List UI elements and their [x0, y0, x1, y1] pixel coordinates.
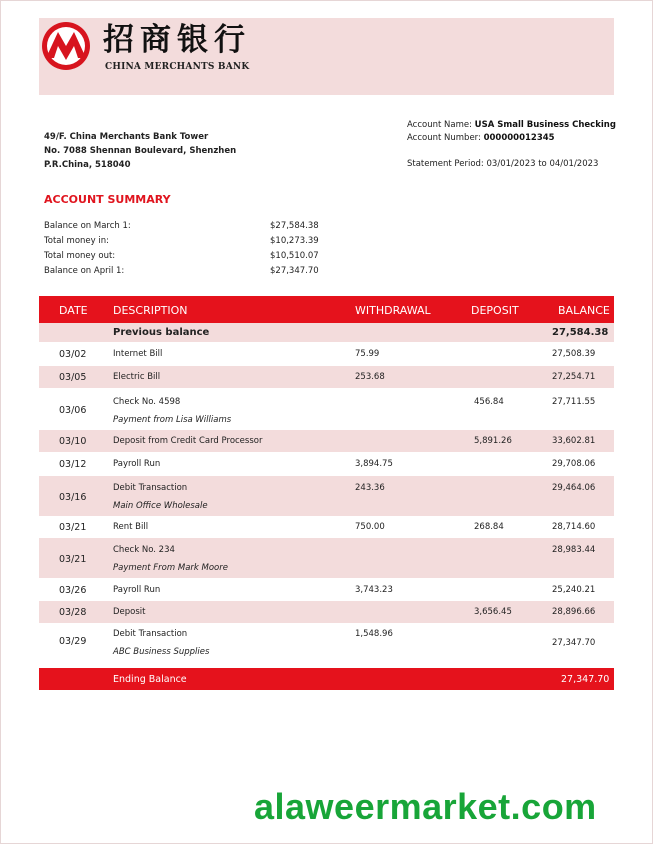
table-row	[39, 388, 614, 430]
row-date: 03/28	[59, 607, 87, 618]
row-description: Deposit	[113, 607, 146, 617]
statement-period-value: 03/01/2023 to 04/01/2023	[486, 159, 599, 169]
row-date: 03/16	[59, 492, 87, 503]
header-description: DESCRIPTION	[113, 304, 188, 317]
row-sub-description: Payment From Mark Moore	[113, 563, 228, 573]
address-line-3: P.R.China, 518040	[44, 160, 131, 170]
bank-logo-icon	[40, 20, 92, 72]
address-line-1: 49/F. China Merchants Bank Tower	[44, 132, 209, 142]
row-balance: 27,254.71	[552, 372, 596, 382]
row-date: 03/26	[59, 585, 87, 596]
row-description: Deposit from Credit Card Processor	[113, 436, 263, 446]
table-row	[39, 601, 614, 623]
row-date: 03/10	[59, 436, 87, 447]
row-description: Payroll Run	[113, 585, 161, 595]
row-withdrawal: 3,894.75	[355, 459, 393, 469]
row-sub-description: Payment from Lisa Williams	[113, 415, 232, 425]
row-date: 03/21	[59, 554, 87, 565]
summary-label: Total money in:	[44, 236, 109, 246]
row-description: Debit Transaction	[113, 483, 188, 493]
row-withdrawal: 253.68	[355, 372, 385, 382]
row-deposit: 456.84	[474, 397, 504, 407]
row-deposit: 3,656.45	[474, 607, 512, 617]
table-row	[39, 516, 614, 538]
row-withdrawal: 750.00	[355, 522, 385, 532]
account-number-value: 000000012345	[483, 133, 555, 143]
summary-value: $27,347.70	[270, 266, 319, 276]
account-number-line	[407, 132, 555, 144]
address-line-2: No. 7088 Shennan Boulevard, Shenzhen	[44, 146, 237, 156]
header-date: DATE	[59, 304, 88, 317]
table-row	[39, 476, 614, 516]
table-row	[39, 623, 614, 663]
row-deposit: 268.84	[474, 522, 504, 532]
row-description: Check No. 4598	[113, 397, 181, 407]
row-description: Debit Transaction	[113, 629, 188, 639]
row-balance: 28,896.66	[552, 607, 596, 617]
row-balance: 27,711.55	[552, 397, 596, 407]
row-date: 03/06	[59, 405, 87, 416]
table-row	[39, 430, 614, 452]
row-withdrawal: 3,743.23	[355, 585, 393, 595]
row-balance: 27,347.70	[552, 638, 596, 648]
summary-label: Balance on April 1:	[44, 266, 125, 276]
summary-label: Balance on March 1:	[44, 221, 131, 231]
table-row	[39, 538, 614, 578]
ending-balance-value: 27,347.70	[561, 674, 610, 685]
transactions-table	[39, 296, 614, 663]
summary-label: Total money out:	[44, 251, 116, 261]
row-sub-description: Main Office Wholesale	[113, 501, 208, 511]
header-withdrawal: WITHDRAWAL	[355, 304, 431, 317]
previous-balance-row	[39, 323, 614, 342]
row-balance: 28,983.44	[552, 545, 596, 555]
row-description: Rent Bill	[113, 522, 149, 532]
header-deposit: DEPOSIT	[471, 304, 519, 317]
table-row	[39, 342, 614, 366]
ending-balance-row	[39, 668, 614, 690]
row-withdrawal: 75.99	[355, 349, 380, 359]
account-name-line	[407, 119, 616, 131]
header-balance: BALANCE	[558, 304, 610, 317]
account-name-value: USA Small Business Checking	[474, 120, 616, 130]
row-withdrawal: 243.36	[355, 483, 385, 493]
summary-value: $10,273.39	[270, 236, 319, 246]
row-date: 03/05	[59, 372, 87, 383]
account-summary-title: ACCOUNT SUMMARY	[44, 193, 171, 206]
row-withdrawal: 1,548.96	[355, 629, 393, 639]
account-name-label: Account Name:	[407, 120, 472, 130]
previous-balance-value: 27,584.38	[552, 327, 609, 338]
row-date: 03/21	[59, 522, 87, 533]
table-row	[39, 578, 614, 601]
table-row	[39, 452, 614, 476]
table-header	[39, 296, 614, 323]
row-balance: 29,708.06	[552, 459, 596, 469]
statement-period-line	[407, 158, 598, 170]
row-description: Check No. 234	[113, 545, 175, 555]
account-number-label: Account Number:	[407, 133, 481, 143]
row-description: Internet Bill	[113, 349, 163, 359]
row-description: Electric Bill	[113, 372, 161, 382]
row-date: 03/12	[59, 459, 87, 470]
row-balance: 27,508.39	[552, 349, 596, 359]
statement-period-label: Statement Period:	[407, 159, 484, 169]
row-date: 03/02	[59, 349, 87, 360]
row-date: 03/29	[59, 636, 87, 647]
row-deposit: 5,891.26	[474, 436, 512, 446]
summary-value: $27,584.38	[270, 221, 319, 231]
bank-name-chinese: 招商银行	[103, 22, 251, 58]
summary-value: $10,510.07	[270, 251, 319, 261]
row-balance: 28,714.60	[552, 522, 596, 532]
row-description: Payroll Run	[113, 459, 161, 469]
row-balance: 33,602.81	[552, 436, 596, 446]
bank-name-english: CHINA MERCHANTS BANK	[105, 62, 250, 72]
row-balance: 29,464.06	[552, 483, 596, 493]
row-sub-description: ABC Business Supplies	[113, 647, 210, 657]
table-row	[39, 366, 614, 388]
ending-balance-label: Ending Balance	[113, 674, 187, 685]
previous-balance-label: Previous balance	[113, 327, 210, 338]
row-balance: 25,240.21	[552, 585, 596, 595]
watermark-text: alaweermarket.com	[254, 786, 597, 827]
